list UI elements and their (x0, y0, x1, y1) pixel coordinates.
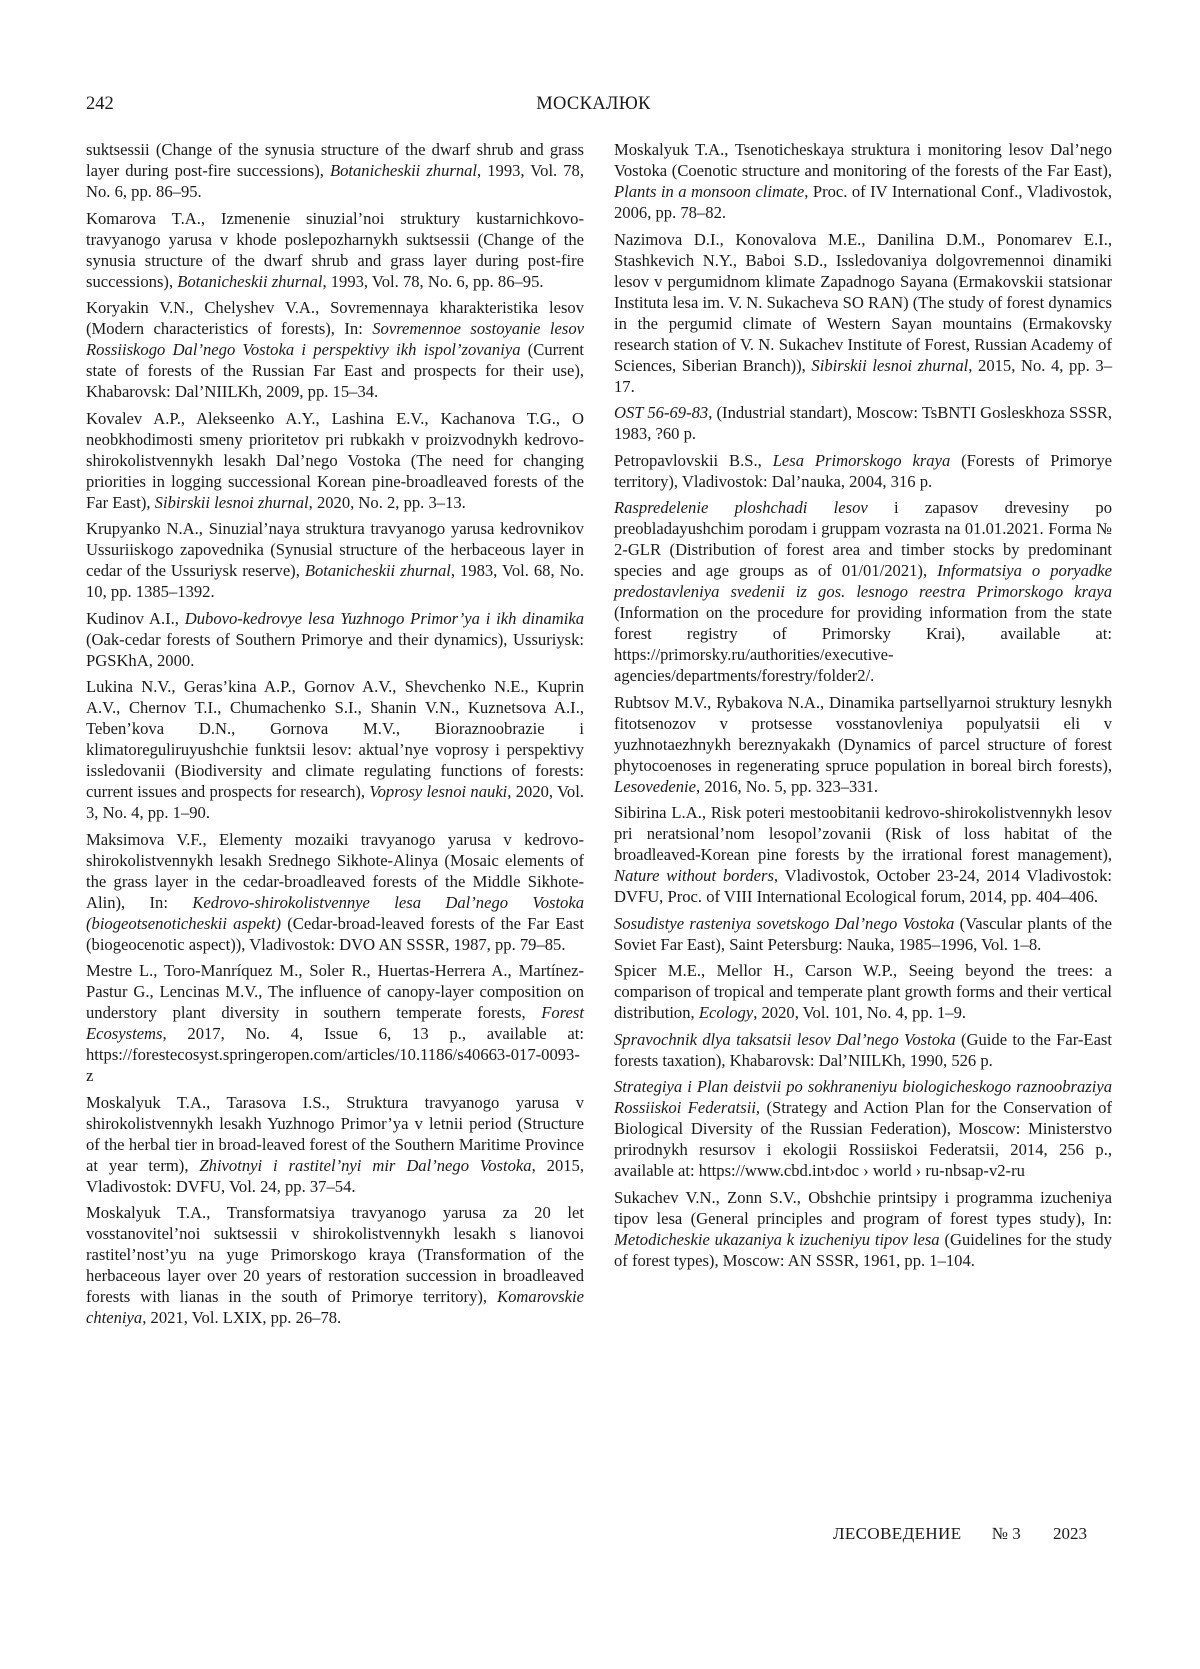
reference-italic-title: Ecology (698, 1003, 754, 1022)
reference-text: i zapasov drevesiny po preobladayushchim porodam i gruppam vozrasta na 01.01.2021. Forma № 2-GLR (Distribution of forest area and timber stocks by predominant species and age groups as of 01/01/2021), (614, 498, 1112, 580)
journal-name: ЛЕСОВЕДЕНИЕ (832, 1524, 962, 1543)
reference-entry (86, 829, 584, 955)
reference-entry (614, 450, 1112, 492)
reference-text: Moskalyuk T.A., Transformatsiya travyanogo yarusa za 20 let vosstanovitel’noi suktsessii v shirokolistvennykh lesakh s lianovoi rastitel’nost’yu na yuge Primorskogo kraya (Transformation of the herbaceous layer over 20 years of restoration succession in broadleaved forests with lianas in the south of Primorye territory), (86, 1203, 584, 1306)
reference-entry (614, 692, 1112, 797)
reference-text: (Forests of Primorye territory), Vladivostok: Dal’nauka, 2004, 316 p. (614, 450, 1112, 491)
reference-italic-title: Sosudistye rasteniya sovetskogo Dal’nego Vostoka (614, 913, 955, 933)
reference-text: , 2020, No. 2, pp. 3–13. (308, 492, 466, 512)
reference-text: Rubtsov M.V., Rybakova N.A., Dinamika partsellyarnoi struktury lesnykh fitotsenozov v protsesse vosstanovleniya populyatsii eli v yuzhnotaezhnykh bereznyakakh (Dynamics of parcel structure of forest phytocoenoses in regenerating spruce population in boreal birch forests), (614, 692, 1112, 775)
reference-italic-title: Komarovskie chteniya (86, 1287, 584, 1327)
reference-italic-title: Sovremennoe sostoyanie lesov Rossiiskogo Dal’nego Vostoka i perspektivy ikh ispol’zovaniya (86, 319, 584, 359)
reference-italic-title: Informatsiya o poryadke predostavleniya svedenii iz gos. lesnogo reestra Primorskogo kraya (614, 561, 1112, 601)
reference-entry (86, 960, 584, 1086)
reference-text: suktsessii (Change of the synusia structure of the dwarf shrub and grass layer during post-fire successions), (86, 140, 584, 180)
reference-italic-title: Lesovedenie (614, 776, 697, 796)
reference-entry (614, 229, 1112, 397)
reference-text: Sibirina L.A., Risk poteri mestoobitanii kedrovo-shirokolistvennykh lesov pri neratsional’nom lesopol’zovanii (Risk of loss habitat of the broadleaved-Korean pine forests by the irrational forest management), (614, 803, 1112, 864)
reference-entry (614, 913, 1112, 955)
reference-text: (Strategy and Action Plan for the Conservation of Biological Diversity of the Russian Federation), Moscow: Ministerstvo prirodnykh resursov i ekologii Rossiiskoi Federatsii, 2014, 256 p., available at: https://www.cbd.int›doc › world › ru-nbsap-v2-ru (614, 1098, 1112, 1180)
reference-entry (614, 402, 1112, 444)
reference-text: , 1983, Vol. 68, No. 10, pp. 1385–1392. (86, 561, 585, 601)
reference-text: Sukachev V.N., Zonn S.V., Obshchie printsipy i programma izucheniya tipov lesa (General principles and program of forest types study), In: (614, 1187, 1112, 1228)
reference-italic-title: Metodicheskie ukazaniya k izucheniyu tipov lesa (614, 1229, 940, 1249)
reference-text: Kudinov A.I., (86, 608, 185, 628)
reference-text: Maksimova V.F., Elementy mozaiki travyanogo yarusa v kedrovo-shirokolistvennykh lesakh Srednego Sikhote-Alinya (Mosaic elements of the grass layer in the cedar-broadleaved forests of the Middle Sikhote-Alin), In: (86, 829, 584, 912)
reference-text: , 2015, Vladivostok: DVFU, Vol. 24, pp. 37–54. (86, 1155, 584, 1196)
reference-entry (614, 1187, 1112, 1271)
reference-italic-title: Botanicheskii zhurnal (304, 561, 451, 580)
reference-entry (614, 960, 1112, 1023)
reference-entry (614, 1076, 1112, 1181)
reference-entry (614, 497, 1112, 686)
reference-italic-title: Lesa Primorskogo kraya (772, 450, 951, 470)
reference-italic-title: Botanicheskii zhurnal (177, 271, 323, 291)
reference-text: Moskalyuk T.A., Tsenoticheskaya struktura i monitoring lesov Dal’nego Vostoka (Coenotic structure and monitoring of the forests of the Far East), (614, 140, 1112, 180)
reference-italic-title: Kedrovo-shirokolistvennye lesa Dal’nego Vostoka (biogeotsenoticheskii aspekt) (86, 892, 585, 933)
reference-text: Lukina N.V., Geras’kina A.P., Gornov A.V., Shevchenko N.E., Kuprin A.V., Chernov T.I., Chumachenko S.I., Shanin V.N., Kuznetsova A.I., Teben’kova D.N., Gornova M.V., Bioraznoobrazie i klimatoreguliruyushchie funktsii lesov: aktual’nye voprosy i perspektivy issledovanii (Biodiversity and climate regulating functions of forests: current issues and prospects for research), (86, 677, 584, 801)
reference-entry (86, 608, 584, 671)
reference-entry (86, 518, 584, 602)
reference-text: Spicer M.E., Mellor H., Carson W.P., Seeing beyond the trees: a comparison of tropical and temperate plant growth forms and their vertical distribution, (614, 961, 1112, 1022)
reference-text: , 1993, Vol. 78, No. 6, pp. 86–95. (322, 271, 544, 291)
running-head (86, 94, 1101, 120)
page-number: 242 (86, 94, 114, 114)
reference-text: Mestre L., Toro-Manríquez M., Soler R., Huertas-Herrera A., Martínez-Pastur G., Lencinas M.V., The influence of canopy-layer composition on understory plant diversity in southern temperate forests, (86, 961, 584, 1022)
reference-entry (86, 676, 584, 823)
reference-entry (614, 139, 1112, 223)
reference-entry (614, 802, 1112, 907)
reference-text: (Guide to the Far-East forests taxation), Khabarovsk: Dal’NIILKh, 1990, 526 p. (614, 1029, 1112, 1070)
reference-text: , 2021, Vol. LXIX, pp. 26–78. (142, 1308, 342, 1327)
reference-text: , 2015, No. 4, pp. 3–17. (614, 355, 1112, 396)
running-title: МОСКАЛЮК (536, 94, 651, 114)
reference-italic-title: Strategiya i Plan deistvii po sokhraneniyu biologicheskogo raznoobraziya Rossiiskoi Federatsii, (614, 1077, 1112, 1117)
reference-italic-title: Spravochnik dlya taksatsii lesov Dal’nego Vostoka (614, 1029, 956, 1049)
reference-entry (86, 408, 584, 513)
page-footer (614, 1524, 1101, 1544)
reference-entry (86, 139, 584, 202)
reference-text: , Vladivostok, October 23-24, 2014 Vladivostok: DVFU, Proc. of VIII International Ecological forum, 2014, pp. 404–406. (614, 866, 1112, 906)
reference-text: , (Industrial standart), Moscow: TsBNTI Gosleskhoza SSSR, 1983, ?60 p. (614, 403, 1112, 443)
reference-italic-title: Nature without borders (614, 866, 774, 885)
reference-italic-title: Sibirskii lesnoi zhurnal (154, 492, 309, 512)
reference-text: , 2016, No. 5, pp. 323–331. (696, 776, 879, 796)
reference-entry (614, 1029, 1112, 1071)
reference-italic-title: Forest Ecosystems (86, 1003, 584, 1043)
reference-italic-title: Voprosy lesnoi nauki (369, 782, 508, 801)
reference-entry (86, 1092, 584, 1197)
reference-column-right (614, 139, 1112, 1276)
reference-italic-title: OST 56-69-83 (614, 403, 709, 422)
reference-text: Kovalev A.P., Alekseenko A.Y., Lashina E.V., Kachanova T.G., O neobkhodimosti smeny prioritetov pri rubkakh v proizvodnykh kedrovo-shirokolistvennykh lesakh Dal’nego Vostoka (The need for changing priorities in logging successional Korean pine-broadleaved forests of the Far East), (86, 408, 584, 512)
publication-year: 2023 (1053, 1524, 1087, 1543)
reference-entry (86, 208, 584, 292)
reference-text: (Current state of forests of the Russian Far East and prospects for their use), Khabarovsk: Dal’NIILKh, 2009, pp. 15–34. (86, 340, 584, 401)
reference-italic-title: Sibirskii lesnoi zhurnal (811, 355, 969, 375)
reference-entry (86, 297, 584, 402)
reference-text: Krupyanko N.A., Sinuzial’naya struktura travyanogo yarusa kedrovnikov Ussuriiskogo zapovednika (Synusial structure of the herbaceous layer in cedar of the Ussuriysk reserve), (86, 519, 584, 580)
reference-text: (Vascular plants of the Soviet Far East), Saint Petersburg: Nauka, 1985–1996, Vol. 1–8. (614, 913, 1112, 954)
reference-text: , 2020, Vol. 101, No. 4, pp. 1–9. (753, 1003, 967, 1022)
reference-italic-title: Raspredelenie ploshchadi lesov (614, 498, 868, 517)
reference-italic-title: Dubovo-kedrovye lesa Yuzhnogo Primor’ya i ikh dinamika (184, 608, 584, 628)
reference-text: , 1993, Vol. 78, No. 6, pp. 86–95. (86, 161, 584, 201)
reference-italic-title: Plants in a monsoon climate (614, 182, 805, 201)
reference-text: (Oak-cedar forests of Southern Primorye and their dynamics), Ussuriysk: PGSKhA, 2000. (86, 629, 584, 670)
reference-text: Koryakin V.N., Chelyshev V.A., Sovremennaya kharakteristika lesov (Modern characteristics of forests), In: (86, 298, 584, 338)
reference-column-left (86, 139, 584, 1334)
issue-number: № 3 (991, 1524, 1021, 1543)
reference-text: Petropavlovskii B.S., (614, 450, 773, 470)
reference-text: (Information on the procedure for providing information from the state forest registry of Primorsky Krai), available at: https://primorsky.ru/authorities/executive-agencies/departments/forestry/folder2/. (614, 603, 1112, 685)
reference-text: (Guidelines for the study of forest types), Moscow: AN SSSR, 1961, pp. 1–104. (614, 1229, 1113, 1270)
reference-entry (86, 1202, 584, 1328)
reference-text: Nazimova D.I., Konovalova M.E., Danilina D.M., Ponomarev E.I., Stashkevich N.Y., Baboi S.D., Issledovaniya dolgovremennoi dinamiki lesov v pergumidnom klimate Zapadnogo Sayana (Ermakovskii statsionar Instituta lesa im. V. N. Sukacheva SO RAN) (The study of forest dynamics in the pergumid climate of Western Sayan mountains (Ermakovsky research station of V. N. Sukachev Institute of Forest, Russian Academy of Sciences, Siberian Branch)), (614, 229, 1112, 375)
reference-text: (Cedar-broad-leaved forests of the Far East (biogeocenotic aspect)), Vladivostok: DVO AN SSSR, 1987, pp. 79–85. (86, 913, 584, 954)
reference-text: Moskalyuk T.A., Tarasova I.S., Struktura travyanogo yarusa v shirokolistvennykh lesakh Yuzhnogo Primor’ya v letnii period (Structure of the herbal tier in broad-leaved forest of the Southern Maritime Province at year term), (86, 1092, 584, 1175)
reference-text: , 2017, No. 4, Issue 6, 13 p., available at: https://forestecosyst.springeropen.com/articles/10.1186/s40663-017-0093-z (86, 1024, 584, 1085)
reference-italic-title: Zhivotnyi i rastitel’nyi mir Dal’nego Vostoka (199, 1155, 532, 1175)
reference-text: , Proc. of IV International Conf., Vladivostok, 2006, pp. 78–82. (614, 182, 1112, 222)
reference-text: , 2020, Vol. 3, No. 4, pp. 1–90. (86, 782, 584, 822)
reference-text: Komarova T.A., Izmenenie sinuzial’noi struktury kustarnichkovo-travyanogo yarusa v khode poslepozharnykh suktsessii (Change of the synusia structure of the dwarf shrub and grass layer during post-fire successions), (86, 208, 584, 291)
reference-italic-title: Botanicheskii zhurnal (329, 161, 478, 180)
